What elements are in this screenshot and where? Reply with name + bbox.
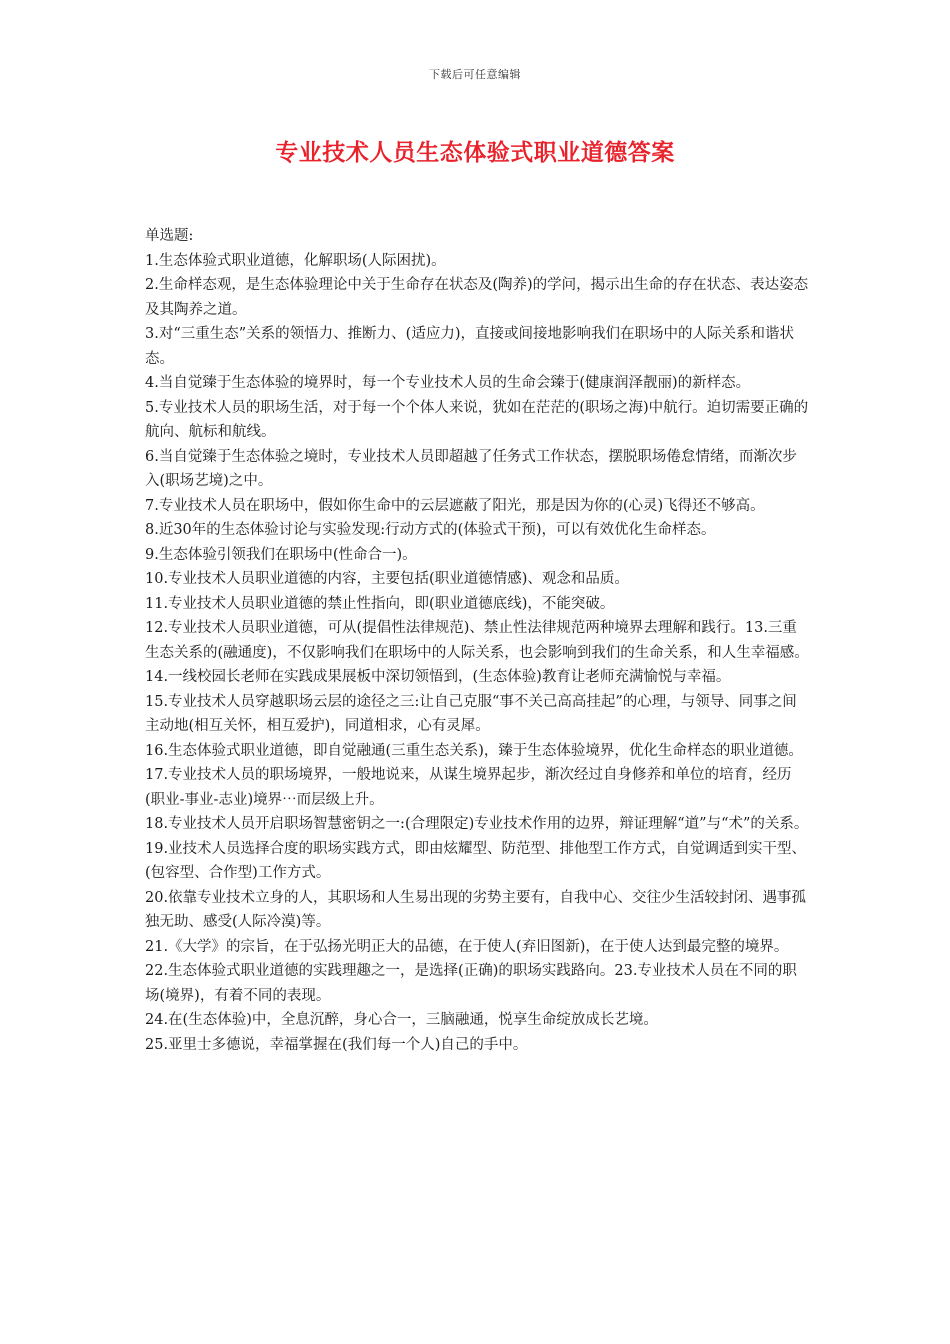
question-item: 14.一线校园长老师在实践成果展板中深切领悟到，(生态体验)教育让老师充满愉悦与幸福。 bbox=[145, 669, 731, 685]
question-item: 4.当自觉臻于生态体验的境界时，每一个专业技术人员的生命会臻于(健康润泽靓丽)的新样态。 bbox=[145, 375, 751, 391]
question-item: 22.生态体验式职业道德的实践理趣之一，是选择(正确)的职场实践路向。23.专业技术人员在不同的职场(境界)，有着不同的表现。 bbox=[145, 963, 797, 1004]
question-item: 16.生态体验式职业道德，即自觉融通(三重生态关系)，臻于生态体验境界，优化生命样态的职业道德。 bbox=[145, 742, 803, 759]
question-item: 21.《大学》的宗旨，在于弘扬光明正大的品德，在于使人(弃旧图新)，在于使人达到最完整的境界。 bbox=[145, 938, 789, 955]
question-item: 3.对“三重生态”关系的领悟力、推断力、(适应力)，直接或间接地影响我们在职场中的人际关系和谐状态。 bbox=[145, 326, 794, 367]
header-note: 下载后可任意编辑 bbox=[429, 68, 521, 81]
document-body bbox=[145, 224, 810, 1057]
question-item: 24.在(生态体验)中，全息沉醉，身心合一，三脑融通，悦享生命绽放成长艺境。 bbox=[145, 1012, 658, 1028]
question-item: 9.生态体验引领我们在职场中(性命合一)。 bbox=[145, 546, 417, 563]
question-item: 12.专业技术人员职业道德，可从(提倡性法律规范)、禁止性法律规范两种境界去理解和践行。13.三重生态关系的(融通度)，不仅影响我们在职场中的人际关系，也会影响到我们的生命关系，和人生幸福感。 bbox=[145, 620, 809, 661]
document-title: 专业技术人员生态体验式职业道德答案 bbox=[275, 139, 675, 166]
question-item: 10.专业技术人员职业道德的内容，主要包括(职业道德情感)、观念和品质。 bbox=[145, 571, 629, 587]
question-item: 5.专业技术人员的职场生活，对于每一个个体人来说，犹如在茫茫的(职场之海)中航行。迫切需要正确的航向、航标和航线。 bbox=[145, 399, 809, 440]
question-item: 6.当自觉臻于生态体验之境时，专业技术人员即超越了任务式工作状态，摆脱职场倦怠情绪，而渐次步入(职场艺境)之中。 bbox=[145, 448, 797, 489]
question-item: 20.依靠专业技术立身的人，其职场和人生易出现的劣势主要有，自我中心、交往少生活较封闭、遇事孤独无助、感受(人际冷漠)等。 bbox=[145, 889, 807, 930]
question-item: 1.生态体验式职业道德，化解职场(人际困扰)。 bbox=[145, 252, 446, 269]
question-item: 25.亚里士多德说，幸福掌握在(我们每一个人)自己的手中。 bbox=[145, 1036, 528, 1053]
question-item: 15.专业技术人员穿越职场云层的途径之三:让自己克服“事不关己高高挂起”的心理，与领导、同事之间主动地(相互关怀，相互爱护)，同道相求，心有灵犀。 bbox=[145, 693, 797, 734]
question-item: 18.专业技术人员开启职场智慧密钥之一:(合理限定)专业技术作用的边界，辩证理解“道”与“术”的关系。 bbox=[145, 816, 809, 832]
question-item: 7.专业技术人员在职场中，假如你生命中的云层遮蔽了阳光，那是因为你的(心灵)飞得还不够高。 bbox=[145, 497, 765, 514]
section-label: 单选题: bbox=[145, 228, 194, 244]
question-item: 11.专业技术人员职业道德的禁止性指向，即(职业道德底线)，不能突破。 bbox=[145, 595, 615, 612]
question-item: 2.生命样态观，是生态体验理论中关于生命存在状态及(陶养)的学问，揭示出生命的存在状态、表达姿态及其陶养之道。 bbox=[145, 277, 809, 318]
question-item: 8.近30年的生态体验讨论与实验发现:行动方式的(体验式干预)，可以有效优化生命样态。 bbox=[145, 522, 716, 538]
question-item: 19.业技术人员选择合度的职场实践方式，即由炫耀型、防范型、排他型工作方式，自觉调适到实干型、(包容型、合作型)工作方式。 bbox=[145, 840, 807, 881]
question-item: 17.专业技术人员的职场境界，一般地说来，从谋生境界起步，渐次经过自身修养和单位的培育，经历(职业-事业-志业)境界⋯而层级上升。 bbox=[145, 767, 792, 808]
